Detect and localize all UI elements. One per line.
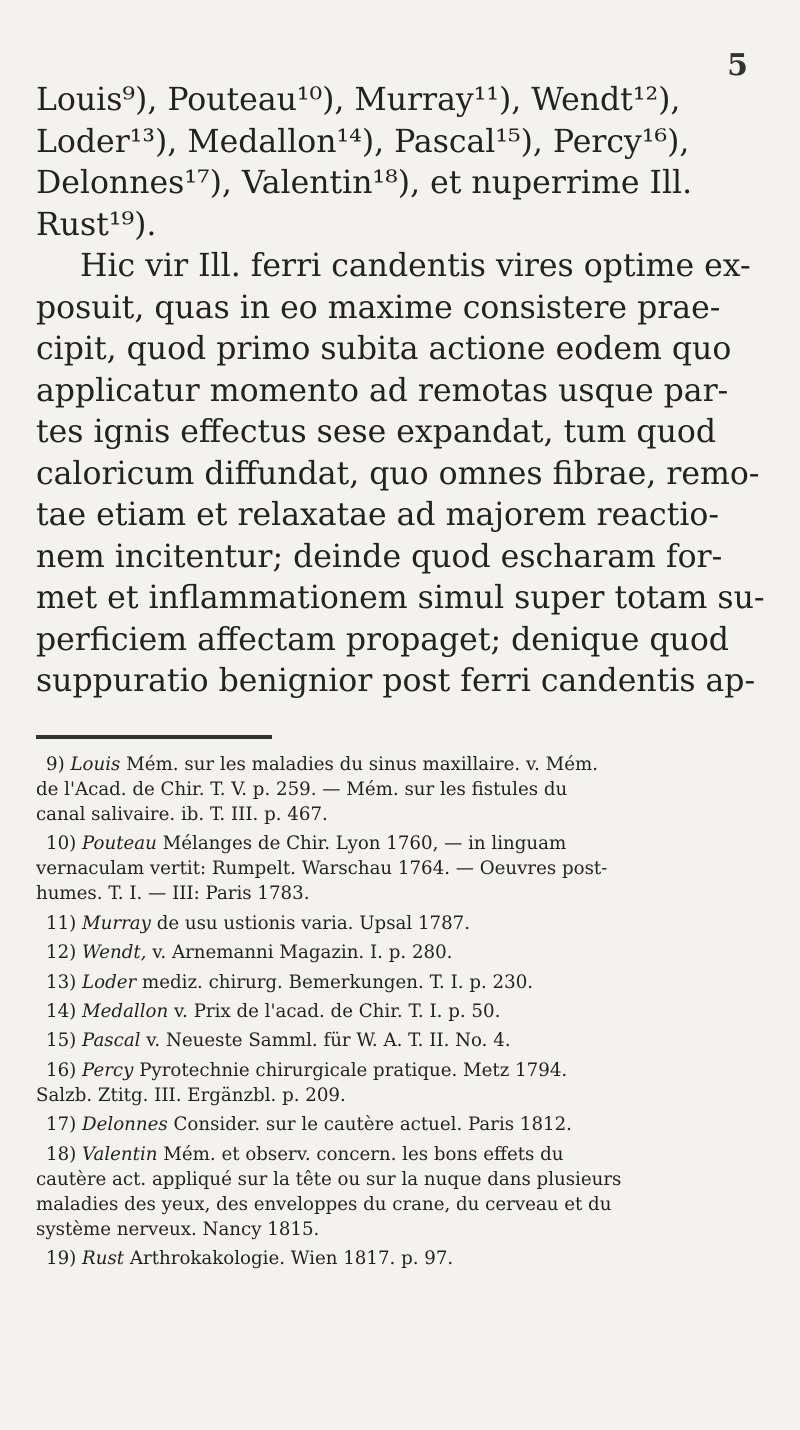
footnote-number: 11) xyxy=(46,912,77,934)
body-line: posuit, quas in eo maxime consistere prae- xyxy=(36,289,721,326)
body-line: perficiem affectam propaget; denique quod xyxy=(36,621,729,658)
body-line: Loder¹³), Medallon¹⁴), Pascal¹⁵), Percy¹⁶), xyxy=(36,123,690,160)
footnote-text: Pyrotechnie chirurgicale pratique. Metz 1794. xyxy=(139,1059,568,1081)
body-line: nem incitentur; deinde quod escharam for- xyxy=(36,538,723,575)
footnote-number: 15) xyxy=(46,1030,77,1052)
footnotes xyxy=(36,752,766,1271)
footnote xyxy=(36,1112,766,1137)
footnote-text: v. Neueste Samml. für W. A. T. II. No. 4. xyxy=(146,1030,511,1052)
footnote-text: v. Arnemanni Magazin. I. p. 280. xyxy=(152,942,453,964)
footnote xyxy=(36,911,766,936)
footnote-number: 17) xyxy=(46,1114,77,1136)
footnote-continuation: système nerveux. Nancy 1815. xyxy=(36,1218,320,1240)
footnote-continuation: Salzb. Ztitg. III. Ergänzbl. p. 209. xyxy=(36,1084,346,1106)
footnote-number: 12) xyxy=(46,942,77,964)
footnote-number: 10) xyxy=(46,833,77,855)
footnote-continuation: canal salivaire. ib. T. III. p. 467. xyxy=(36,804,328,825)
footnote-author: Murray xyxy=(82,912,151,934)
body-line: Louis⁹), Pouteau¹⁰), Murray¹¹), Wendt¹²), xyxy=(36,82,681,118)
footnote xyxy=(36,1142,766,1242)
footnote-author: Rust xyxy=(82,1247,125,1269)
body-line: tae etiam et relaxatae ad majorem reactio- xyxy=(36,497,720,533)
body-line: Hic vir Ill. ferri candentis vires optime ex- xyxy=(80,248,751,284)
footnote-text: Mém. et observ. concern. les bons effets du xyxy=(163,1143,564,1165)
body-text xyxy=(36,80,766,703)
footnote-continuation: cautère act. appliqué sur la tête ou sur la nuque dans plusieurs xyxy=(36,1168,622,1190)
footnote-number: 19) xyxy=(46,1247,77,1269)
footnote-text: Mélanges de Chir. Lyon 1760, — in linguam xyxy=(162,833,567,855)
footnote-author: Percy xyxy=(82,1059,134,1081)
footnote-author: Loder xyxy=(82,971,137,993)
footnote xyxy=(36,970,766,995)
footnote xyxy=(36,1246,766,1271)
footnote xyxy=(36,940,766,965)
footnote-number: 16) xyxy=(46,1059,77,1081)
footnote-text: Mém. sur les maladies du sinus maxillaire. v. Mém. xyxy=(126,754,599,775)
footnote xyxy=(36,1058,766,1108)
body-line: Rust¹⁹). xyxy=(36,206,157,243)
body-line: tes ignis effectus sese expandat, tum quod xyxy=(36,414,716,450)
body-line: caloricum diffundat, quo omnes fibrae, remo- xyxy=(36,455,760,492)
footnote-text: mediz. chirurg. Bemerkungen. T. I. p. 230. xyxy=(141,971,534,993)
footnote xyxy=(36,752,766,827)
footnote-author: Valentin xyxy=(82,1143,158,1165)
footnote-author: Louis xyxy=(70,754,121,775)
footnote-text: Consider. sur le cautère actuel. Paris 1812. xyxy=(173,1114,572,1136)
footnote-text: de usu ustionis varia. Upsal 1787. xyxy=(156,912,471,934)
footnote-continuation: humes. T. I. — III: Paris 1783. xyxy=(36,883,310,905)
footnote-author: Pascal xyxy=(82,1030,141,1052)
footnote-continuation: maladies des yeux, des enveloppes du crane, du cerveau et du xyxy=(36,1193,612,1215)
footnote-author: Pouteau xyxy=(82,833,157,855)
footnote-text: Arthrokakologie. Wien 1817. p. 97. xyxy=(129,1247,454,1269)
body-line: cipit, quod primo subita actione eodem quo xyxy=(36,331,732,367)
footnote-text: v. Prix de l'acad. de Chir. T. I. p. 50. xyxy=(174,1000,501,1022)
footnote-continuation: vernaculam vertit: Rumpelt. Warschau 1764. — Oeuvres post- xyxy=(36,858,608,880)
body-line: suppuratio benignior post ferri candentis ap- xyxy=(36,663,756,699)
footnote xyxy=(36,831,766,906)
footnote xyxy=(36,999,766,1024)
body-line: met et inflammationem simul super totam su- xyxy=(36,580,765,616)
body-line: applicatur momento ad remotas usque par- xyxy=(36,372,729,409)
footnote-rule xyxy=(36,735,272,739)
footnote-number: 18) xyxy=(46,1143,77,1165)
footnote-author: Delonnes xyxy=(82,1114,168,1136)
footnote-number: 9) xyxy=(46,754,65,775)
footnote-author: Wendt, xyxy=(82,942,147,964)
footnote xyxy=(36,1028,766,1053)
footnote-author: Medallon xyxy=(82,1000,169,1022)
footnote-continuation: de l'Acad. de Chir. T. V. p. 259. — Mém. sur les fistules du xyxy=(36,779,568,800)
body-line: Delonnes¹⁷), Valentin¹⁸), et nuperrime Ill. xyxy=(36,165,693,201)
footnote-number: 13) xyxy=(46,971,77,993)
footnote-number: 14) xyxy=(46,1000,77,1022)
page-number: 5 xyxy=(727,48,748,83)
